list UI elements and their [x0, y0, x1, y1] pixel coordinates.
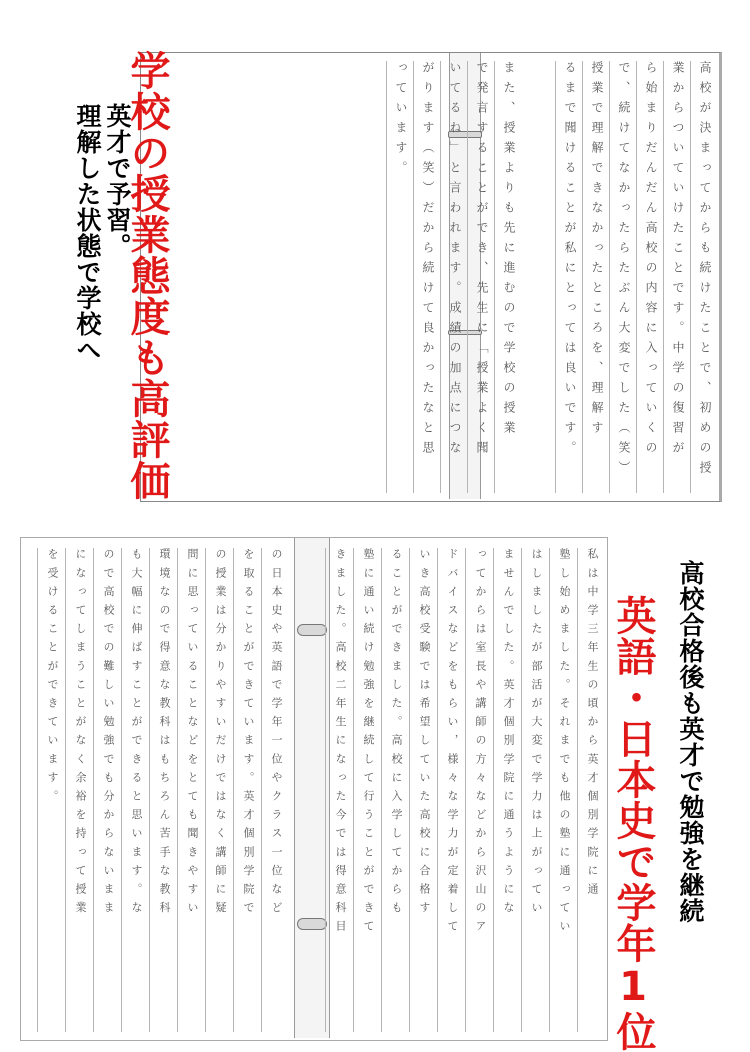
- manuscript-column: ので高校での難しい勉強でも分からないまま: [93, 548, 122, 1032]
- manuscript-column: を受けることができています。: [37, 548, 66, 1032]
- manuscript-column: 業からついていけたことです。中学の復習が: [663, 61, 691, 493]
- manuscript-column: がります（笑）だから続けて良かったなと思: [413, 61, 441, 493]
- binding-clip-2-top: [297, 624, 327, 636]
- manuscript-column: ってからは室長や講師の方々などから沢山のア: [465, 548, 494, 1032]
- binding-clip-2-bottom: [297, 918, 327, 930]
- manuscript-column: ませんでした。英才個別学院に通うようにな: [493, 548, 522, 1032]
- manuscript-column: きました。高校二年生になった今では得意科目: [325, 548, 354, 1032]
- manuscript-column: 問に思っていることなどをとても聞きやすい: [177, 548, 206, 1032]
- manuscript-column: 環境なので得意な教科はもちろん苦手な教科: [149, 548, 178, 1032]
- manuscript-column: で発言することができ、先生に「授業よく聞: [467, 61, 495, 493]
- manuscript-column: の授業は分かりやすいだけではなく講師に疑: [205, 548, 234, 1032]
- manuscript-column: になってしまうことがなく余裕を持って授業: [65, 548, 94, 1032]
- manuscript-column: 私は中学三年生の頃から英才個別学院に通: [577, 548, 606, 1032]
- manuscript-column: で、続けてなかったらたぶん大変でした（笑）: [609, 61, 637, 493]
- manuscript-column: いき高校受験では希望していた高校に合格す: [409, 548, 438, 1032]
- subhead-1-line-2: 理解した状態で学校へ: [73, 103, 102, 363]
- manuscript-column: はしましたが部活が大変で学力は上がってい: [521, 548, 550, 1032]
- subhead-2: 高校合格後も英才で勉強を継続: [676, 560, 705, 924]
- headline-1: 学校の授業態度も高評価: [124, 50, 170, 501]
- manuscript-column: ら始まりだんだん高校の内容に入っていくの: [636, 61, 664, 493]
- manuscript-column: 塾し始めました。それまでも他の塾に通ってい: [549, 548, 578, 1032]
- manuscript-column: ドバイスなどをもらい，様々な学力が定着して: [437, 548, 466, 1032]
- headline-2: 英語・日本史で学年1位: [610, 595, 656, 1052]
- manuscript-column: 高校が決まってからも続けたことで、初めの授: [690, 61, 718, 493]
- subhead-1-line-1: 英才で予習。: [103, 103, 132, 259]
- subhead-1: [72, 103, 132, 363]
- manuscript-column: も大幅に伸ばすことができると思います。な: [121, 548, 150, 1032]
- manuscript-column: いてるね」と言われます。成績の加点につな: [440, 61, 468, 493]
- manuscript-column: っています。: [386, 61, 414, 493]
- essay-manuscript-2: [20, 537, 608, 1041]
- essay-manuscript-1: [140, 52, 722, 502]
- manuscript-column: るまで聞けることが私にとっては良いです。: [555, 61, 583, 493]
- manuscript-column: 塾に通い続け勉強を継続して行うことができて: [353, 548, 382, 1032]
- manuscript-column: ることができました。高校に入学してからも: [381, 548, 410, 1032]
- manuscript-column: を取ることができています。英才個別学院で: [233, 548, 262, 1032]
- manuscript-column: 授業で理解できなかったところを、理解す: [582, 61, 610, 493]
- manuscript-column: また、授業よりも先に進むので学校の授業: [494, 61, 522, 493]
- manuscript-column: の日本史や英語で学年一位やクラス一位など: [261, 548, 290, 1032]
